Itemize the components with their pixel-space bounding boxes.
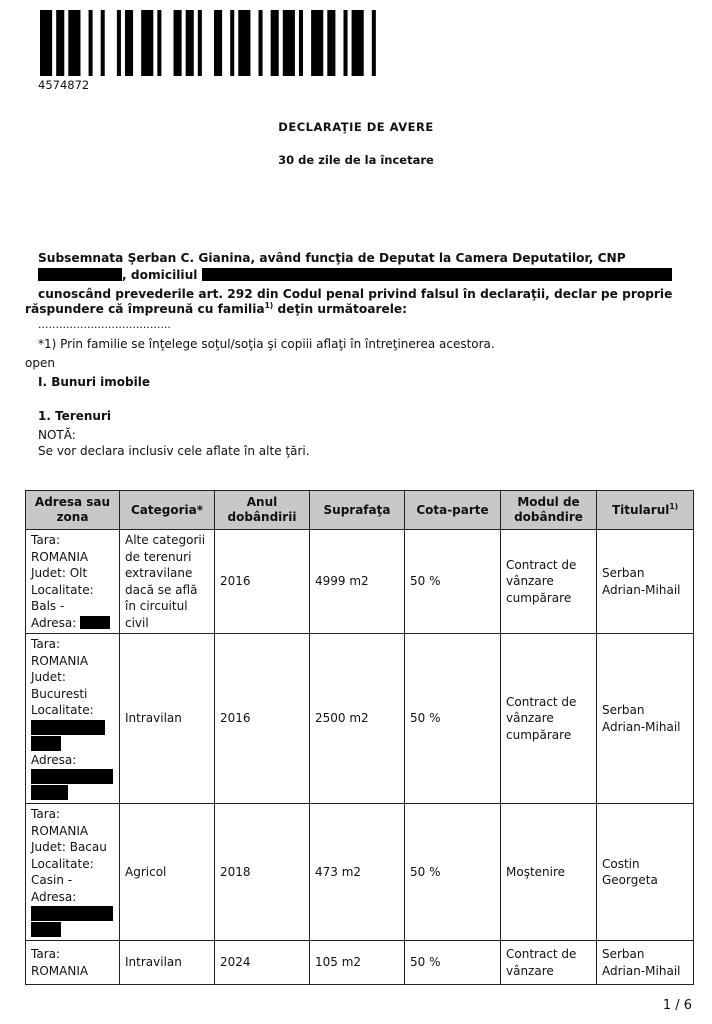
header-mode: Modul de dobândire — [501, 491, 597, 530]
declarant-intro-text: Subsemnata Şerban C. Gianina, având funcţia de Deputat la Camera Deputatilor, CNP — [38, 251, 626, 265]
land-table — [25, 490, 694, 985]
addr-address: Adresa: — [31, 889, 77, 904]
addr-country: Tara: — [31, 947, 61, 961]
document-subtitle: 30 de zile de la încetare — [278, 153, 434, 167]
table-row — [26, 634, 694, 804]
cell-mode: Contract de vânzare cumpărare — [501, 530, 597, 634]
cell-share: 50 % — [405, 941, 501, 985]
cell-category: Intravilan — [120, 634, 215, 804]
open-label: open — [25, 356, 55, 370]
addr-locality: Localitate: — [31, 703, 94, 717]
redacted-address — [80, 616, 110, 629]
barcode-bar — [259, 10, 263, 76]
cell-address — [26, 941, 120, 985]
barcode — [40, 10, 388, 76]
redacted-cnp — [38, 268, 122, 281]
footnote-ref: 1) — [264, 300, 274, 310]
table-row — [26, 941, 694, 985]
note-label: NOTĂ: — [38, 428, 76, 442]
cell-owner: Serban Adrian-Mihail — [597, 941, 694, 985]
barcode-bar — [327, 10, 335, 76]
addr-locality-value: Bals - — [31, 599, 65, 613]
cell-share: 50 % — [405, 530, 501, 634]
addr-address-line — [31, 615, 114, 632]
barcode-bar — [299, 10, 303, 76]
barcode-bar — [352, 10, 364, 76]
addr-locality: Localitate: — [31, 856, 94, 871]
addr-address: Adresa: — [31, 615, 77, 630]
barcode-bar — [40, 10, 52, 76]
redacted-locality-2 — [31, 736, 61, 751]
barcode-bar — [157, 10, 161, 76]
cell-area: 4999 m2 — [310, 530, 405, 634]
cell-mode: Contract de vânzare cumpărare — [501, 634, 597, 804]
addr-country-value: ROMANIA — [31, 823, 89, 838]
cell-share: 50 % — [405, 634, 501, 804]
cell-mode: Moştenire — [501, 804, 597, 941]
addr-country: Tara: — [31, 637, 61, 651]
addr-country: Tara: — [31, 533, 61, 547]
table-row — [26, 804, 694, 941]
header-address: Adresa sau zona — [26, 491, 120, 530]
header-share: Cota-parte — [405, 491, 501, 530]
cell-area: 2500 m2 — [310, 634, 405, 804]
addr-country: Tara: — [31, 807, 61, 821]
cell-owner: Serban Adrian-Mihail — [597, 634, 694, 804]
table-row — [26, 530, 694, 634]
cell-owner: Costin Georgeta — [597, 804, 694, 941]
barcode-bar — [56, 10, 64, 76]
barcode-bar — [198, 10, 202, 76]
cell-area: 473 m2 — [310, 804, 405, 941]
cell-area: 105 m2 — [310, 941, 405, 985]
cell-address — [26, 530, 120, 634]
cell-mode: Contract de vânzare — [501, 941, 597, 985]
statement-text: cunoscând prevederile art. 292 din Codul penal privind falsul în declaraţii, declar pe proprie — [38, 287, 673, 301]
addr-locality: Localitate: — [31, 582, 94, 597]
cell-category: Agricol — [120, 804, 215, 941]
cell-share: 50 % — [405, 804, 501, 941]
barcode-bar — [283, 10, 295, 76]
page-number: 1 / 6 — [662, 998, 692, 1013]
section-title: I. Bunuri imobile — [38, 375, 151, 389]
cell-year: 2016 — [215, 634, 310, 804]
cell-owner: Serban Adrian-Mihail — [597, 530, 694, 634]
addr-county-value: Bucuresti — [31, 686, 88, 701]
barcode-bar — [214, 10, 222, 76]
redacted-address — [31, 906, 113, 921]
addr-county: Judet: Bacau — [31, 840, 107, 854]
cell-address — [26, 804, 120, 941]
statement-text-3: deţin următoarele: — [273, 302, 408, 316]
redacted-address-2 — [31, 922, 61, 937]
addr-county: Judet: — [31, 670, 66, 684]
subsection-title: 1. Terenuri — [38, 409, 111, 423]
addr-county: Judet: Olt — [31, 566, 88, 580]
header-owner-sup: 1) — [669, 501, 679, 511]
header-owner — [597, 491, 694, 530]
barcode-bar — [117, 10, 121, 76]
barcode-bar — [68, 10, 80, 76]
dotted-line: ...................................... — [38, 318, 171, 331]
barcode-bar — [101, 10, 105, 76]
addr-country-value: ROMANIA — [31, 963, 89, 978]
barcode-bar — [125, 10, 133, 76]
header-year: Anul dobândirii — [215, 491, 310, 530]
document-title: DECLARAŢIE DE AVERE — [278, 120, 434, 134]
header-owner-label: Titularul — [611, 502, 670, 517]
addr-address: Adresa: — [31, 752, 77, 767]
cell-year: 2016 — [215, 530, 310, 634]
redacted-locality — [31, 720, 105, 735]
family-footnote: *1) Prin familie se înţelege soţul/soţia şi copiii aflaţi în întreţinerea acestora. — [38, 337, 495, 351]
barcode-number: 4574872 — [38, 78, 90, 92]
note-text: Se vor declara inclusiv cele aflate în alte ţări. — [38, 444, 310, 458]
barcode-bar — [238, 10, 250, 76]
barcode-bar — [186, 10, 194, 76]
redacted-address — [31, 769, 113, 784]
barcode-bar — [311, 10, 323, 76]
declarant-intro — [38, 250, 678, 284]
cell-year: 2018 — [215, 804, 310, 941]
addr-country-value: ROMANIA — [31, 653, 89, 668]
barcode-bar — [230, 10, 234, 76]
barcode-bar — [372, 10, 376, 76]
cell-year: 2024 — [215, 941, 310, 985]
cell-address — [26, 634, 120, 804]
cell-category: Alte categorii de terenuri extravilane dacă se află în circuitul civil — [120, 530, 215, 634]
barcode-bar — [271, 10, 279, 76]
barcode-bar — [89, 10, 93, 76]
domicile-label: , domiciliul — [122, 268, 198, 282]
table-header-row — [26, 491, 694, 530]
addr-locality-value: Casin - — [31, 873, 73, 887]
statement-text-2: răspundere că împreună cu familia — [25, 302, 265, 316]
redacted-domicile — [202, 268, 672, 281]
addr-country-value: ROMANIA — [31, 549, 89, 564]
barcode-bar — [343, 10, 347, 76]
barcode-bar — [141, 10, 153, 76]
barcode-bar — [174, 10, 182, 76]
redacted-address-2 — [31, 785, 68, 800]
header-area: Suprafaţa — [310, 491, 405, 530]
declarant-statement-2 — [25, 301, 665, 318]
cell-category: Intravilan — [120, 941, 215, 985]
header-category: Categoria* — [120, 491, 215, 530]
